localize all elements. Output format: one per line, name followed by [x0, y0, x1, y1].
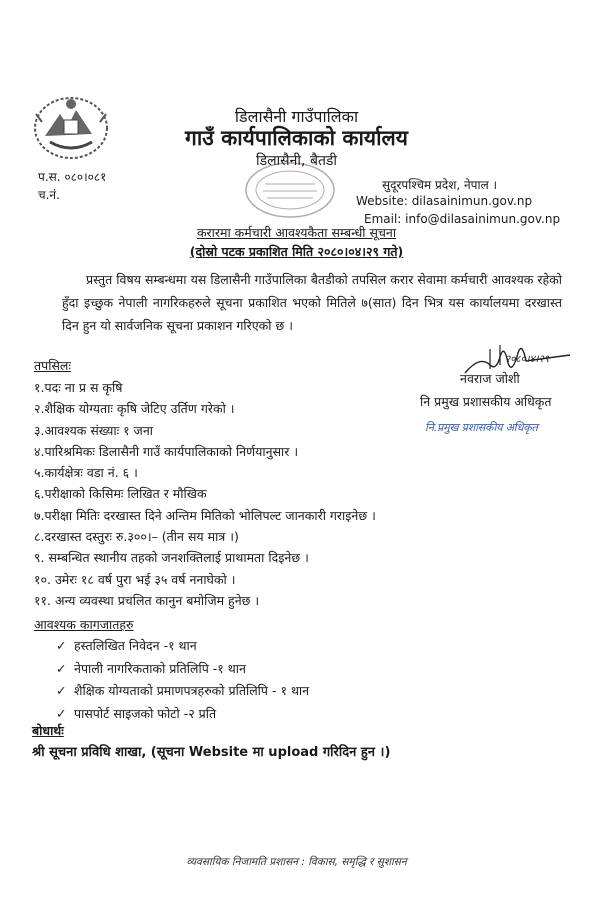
fyi-heading: बोधार्थः: [32, 723, 64, 738]
list-item: १.पदः ना प्र स कृषि: [34, 380, 123, 395]
list-item: ९. सम्बन्धित स्थानीय तहको जनशक्तिलाई प्राथामता दिइनेछ ।: [34, 550, 309, 566]
list-item: १०. उमेरः १८ वर्ष पुरा भई ३५ वर्ष ननाघेको ।: [34, 571, 236, 587]
list-item: [56, 635, 309, 658]
list-item: ७.परीक्षा मितिः दरखास्त दिने अन्तिम मितिको भोलिपल्ट जानकारी गराइनेछ ।: [34, 507, 376, 523]
footer-slogan: व्यवसायिक निजामति प्रशासन : विकास, समृद्धि र सुशासन: [186, 856, 407, 868]
details-heading: तपसिलः: [34, 358, 71, 373]
notice-title: करारमा कर्मचारी आवश्यकैता सम्बन्धी सूचना: [196, 225, 397, 240]
list-item: ४.पारिश्रमिकः डिलासैनी गाउँ कार्यपालिकाको निर्णयानुसार ।: [34, 443, 299, 459]
checkmark-icon: ✓: [56, 683, 67, 698]
document-label: हस्तलिखित निवेदन -१ थान: [74, 638, 197, 653]
list-item: २.शैक्षिक योग्यताः कृषि जेटिए उर्तिण गरेको ।: [34, 401, 235, 417]
document-label: पासपोर्ट साइजको फोटो -२ प्रति: [74, 705, 217, 721]
signatory-name: नवराज जोशी: [460, 371, 520, 386]
list-item: [56, 658, 309, 681]
list-item: ३.आवश्यक संख्याः १ जना: [34, 422, 154, 438]
reference-number: प.स. ०८०।०८१: [38, 170, 107, 184]
province-label: सुदूरपश्चिम प्रदेश, नेपाल ।: [382, 178, 498, 192]
notice-body: [62, 268, 562, 337]
list-item: ५.कार्यक्षेत्रः वडा नं. ६ ।: [34, 465, 138, 481]
notice-subtitle: (दोस्रो पटक प्रकाशित मिति २०८०।०४।२९ गते): [189, 244, 404, 259]
checkmark-icon: ✓: [56, 638, 67, 653]
details-list: [34, 377, 376, 611]
signature-date: २०८०।४।२९: [505, 354, 549, 365]
fyi-text: श्री सूचना प्रविधि शाखा, (सूचना Website मा upload गरिदिन हुन ।): [32, 745, 391, 760]
notice-body-text: प्रस्तुत विषय सम्बन्धमा यस डिलासैनी गाउँपालिका बैतडीको तपसिल करार सेवामा कर्मचारी आवश्यक रहेको हुँदा इच्छुक नेपाली नागरिकहरुले सूचना प्रकाशित भएको मितिले ७(सात) दिन भित्र यस कार्यालयमा दरखास्त दिन हुन यो सार्वजनिक सूचना प्रकाशन गरिएको छ ।: [62, 272, 562, 333]
checkmark-icon: ✓: [56, 660, 67, 676]
dispatch-number: च.नं.: [38, 188, 60, 202]
office-name: गाउँ कार्यपालिकाको कार्यालय: [185, 126, 408, 150]
documents-list: [56, 635, 309, 725]
list-item: ८.दरखास्त दस्तुरः रु.३००।– (तीन सय मात्र ।): [34, 529, 239, 545]
email-link[interactable]: Email: info@dilasainimun.gov.np: [364, 212, 561, 226]
municipality-name: डिलासैनी गाउँपालिका: [234, 107, 359, 126]
website-link[interactable]: Website: dilasainimun.gov.np: [356, 194, 533, 208]
list-item: ६.परीक्षाको किसिमः लिखित र मौखिक: [34, 486, 207, 502]
checkmark-icon: ✓: [56, 705, 67, 721]
documents-heading: आवश्यक कागजातहरु: [34, 617, 134, 632]
list-item: [56, 680, 309, 703]
signatory-designation: नि प्रमुख प्रशासकीय अधिकृत: [420, 394, 552, 409]
list-item: [56, 703, 309, 726]
designation-stamp: नि.प्रमुख प्रशासकीय अधिकृत: [425, 421, 538, 434]
office-location: डिलासैनी, बैतडी: [255, 153, 338, 169]
document-label: शैक्षिक योग्यताको प्रमाणपत्रहरुको प्रतिलिपि - १ थान: [74, 683, 310, 698]
list-item: ११. अन्य व्यवस्था प्रचलित कानुन बमोजिम हुनेछ ।: [34, 592, 260, 608]
document-label: नेपाली नागरिकताको प्रतिलिपि -१ थान: [74, 660, 246, 676]
